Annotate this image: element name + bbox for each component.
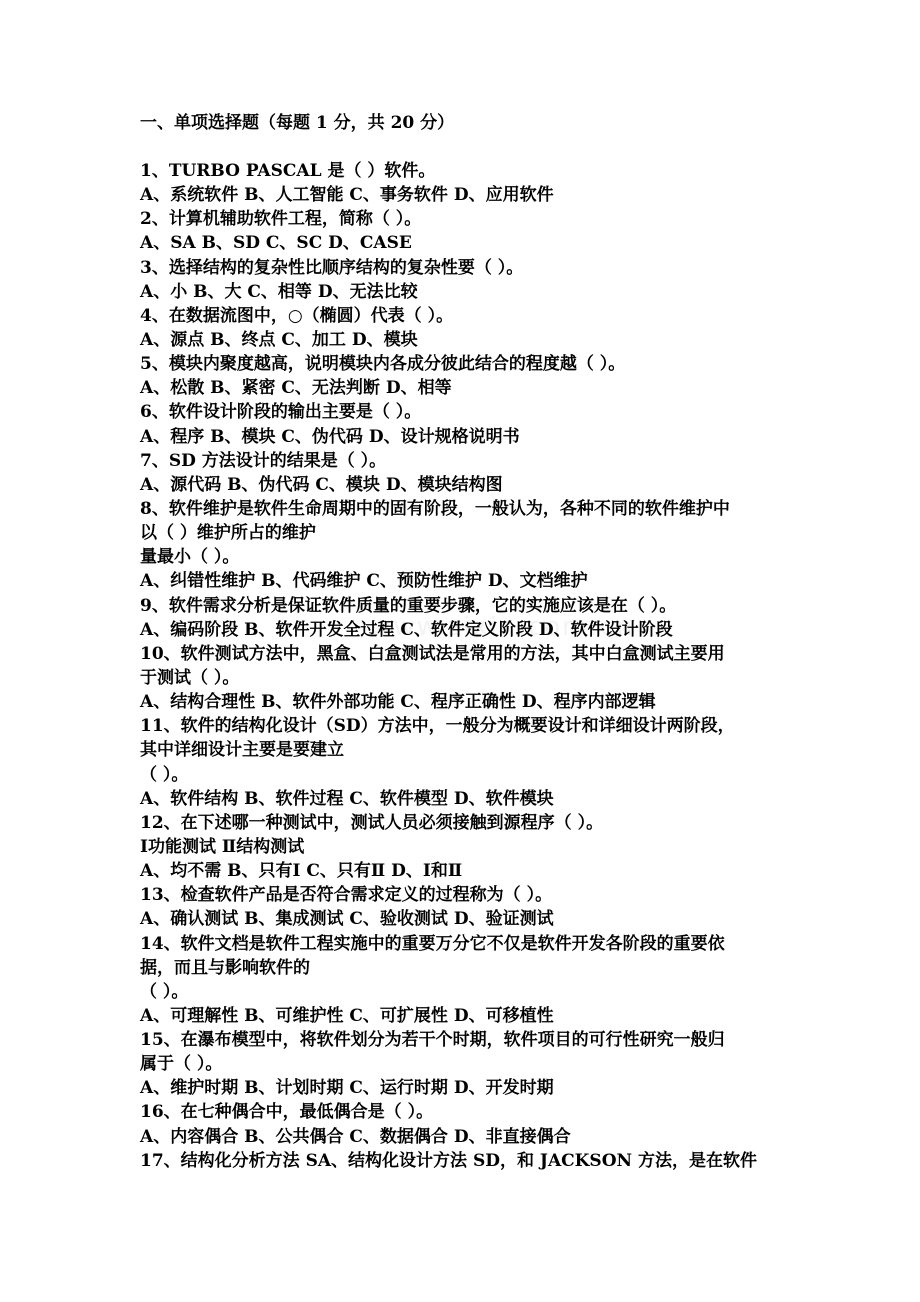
question-list: [140, 159, 790, 1173]
text-line: A、可理解性 B、可维护性 C、可扩展性 D、可移植性: [140, 1005, 554, 1026]
text-line: A、系统软件 B、人工智能 C、事务软件 D、应用软件: [140, 185, 554, 206]
text-line: A、源代码 B、伪代码 C、模块 D、模块结构图: [140, 474, 503, 495]
text-line: A、维护时期 B、计划时期 C、运行时期 D、开发时期: [140, 1078, 554, 1099]
text-line: 1、TURBO PASCAL 是（ ）软件。: [140, 161, 436, 181]
text-line: 11、软件的结构化设计（SD）方法中，一般分为概要设计和详细设计两阶段，: [140, 716, 735, 737]
text-line: 2、计算机辅助软件工程，简称（ ）。: [140, 209, 422, 230]
text-line: 13、检查软件产品是否符合需求定义的过程称为（ ）。: [140, 885, 553, 906]
text-line: A、源点 B、终点 C、加工 D、模块: [140, 329, 418, 350]
text-line: 16、在七种偶合中，最低偶合是（ ）。: [140, 1102, 434, 1123]
text-line: 6、软件设计阶段的输出主要是（ ）。: [140, 402, 422, 423]
text-line: A、松散 B、紧密 C、无法判断 D、相等: [140, 378, 452, 399]
text-line: 5、模块内聚度越高，说明模块内各成分彼此结合的程度越（ ）。: [140, 354, 626, 375]
text-line: 8、软件维护是软件生命周期中的固有阶段，一般认为，各种不同的软件维护中: [140, 498, 730, 519]
text-line: A、均不需 B、只有Ⅰ C、只有Ⅱ D、Ⅰ和Ⅱ: [140, 861, 463, 882]
text-line: A、编码阶段 B、软件开发全过程 C、软件定义阶段 D、软件设计阶段: [140, 619, 673, 640]
text-line: A、结构合理性 B、软件外部功能 C、程序正确性 D、程序内部逻辑: [140, 692, 656, 713]
text-line: A、内容偶合 B、公共偶合 C、数据偶合 D、非直接偶合: [140, 1126, 571, 1147]
text-line: 属于（ ）。: [140, 1054, 223, 1075]
text-line: A、纠错性维护 B、代码维护 C、预防性维护 D、文档维护: [140, 571, 588, 592]
text-line: A、小 B、大 C、相等 D、无法比较: [140, 281, 418, 302]
text-line: 10、软件测试方法中，黑盒、白盒测试法是常用的方法，其中白盒测试主要用: [140, 643, 725, 664]
text-line: A、确认测试 B、集成测试 C、验收测试 D、验证测试: [140, 909, 554, 930]
text-line: 3、选择结构的复杂性比顺序结构的复杂性要（ ）。: [140, 257, 524, 278]
text-line: 9、软件需求分析是保证软件质量的重要步骤，它的实施应该是在（ ）。: [140, 595, 677, 616]
text-line: 于测试（ ）。: [140, 667, 240, 688]
text-line: 量最小（ ）。: [140, 547, 240, 568]
section-heading: 一、单项选择题（每题 1 分，共 20 分）: [140, 113, 455, 133]
text-line: 17、结构化分析方法 SA、结构化设计方法 SD，和 JACKSON 方法，是在软件: [140, 1150, 757, 1171]
text-line: A、SA B、SD C、SC D、CASE: [140, 233, 412, 254]
text-line: 据，而且与影响软件的: [140, 957, 310, 978]
text-line: A、程序 B、模块 C、伪代码 D、设计规格说明书: [140, 426, 520, 447]
text-line: 7、SD 方法设计的结果是（ ）。: [140, 450, 387, 471]
text-line: Ⅰ功能测试 Ⅱ结构测试: [140, 836, 305, 857]
text-line: A、软件结构 B、软件过程 C、软件模型 D、软件模块: [140, 788, 554, 809]
text-line: （ ）。: [140, 764, 189, 785]
text-line: 4、在数据流图中，○（椭圆）代表（ ）。: [140, 305, 454, 326]
text-line: （ ）。: [140, 981, 189, 1002]
text-line: 14、软件文档是软件工程实施中的重要万分它不仅是软件开发各阶段的重要依: [140, 933, 725, 954]
text-line: 15、在瀑布模型中，将软件划分为若干个时期，软件项目的可行性研究一般归: [140, 1030, 725, 1051]
text-line: 以（ ）维护所占的维护: [140, 523, 316, 544]
text-line: 其中详细设计主要是要建立: [140, 740, 344, 761]
text-line: 12、在下述哪一种测试中，测试人员必须接触到源程序（ ）。: [140, 812, 604, 833]
